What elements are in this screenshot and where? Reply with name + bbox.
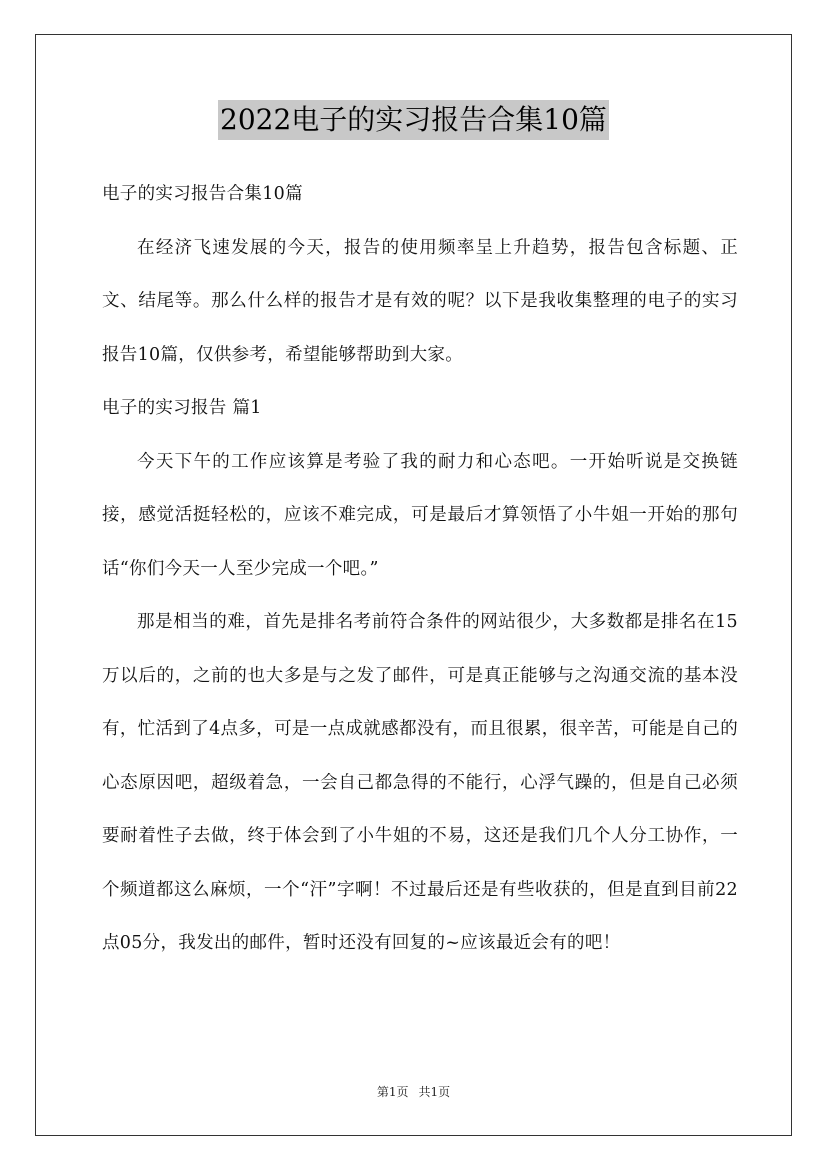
body-paragraph: 今天下午的工作应该算是考验了我的耐力和心态吧。一开始听说是交换链接，感觉活挺轻松的，应该不难完成，可是最后才算领悟了小牛姐一开始的那句话“你们今天一人至少完成一个吧。” xyxy=(102,451,738,579)
document-title: 2022电子的实习报告合集10篇 xyxy=(218,100,609,140)
section-heading: 电子的实习报告 篇1 xyxy=(102,398,262,418)
page-footer xyxy=(0,1083,827,1101)
document-body xyxy=(102,168,738,971)
page-total: 共1页 xyxy=(418,1085,451,1099)
body-paragraph: 那是相当的难，首先是排名考前符合条件的网站很少，大多数都是排名在15万以后的，之前的也大多是与之发了邮件，可是真正能够与之沟通交流的基本没有，忙活到了4点多，可是一点成就感都没有，而且很累，很辛苦，可能是自己的心态原因吧，超级着急，一会自己都急得的不能行，心浮气躁的，但是自己必须要耐着性子去做，终于体会到了小牛姐的不易，这还是我们几个人分工协作，一个频道都这么麻烦，一个“汗”字啊！不过最后还是有些收获的，但是直到目前22点05分，我发出的邮件，暂时还没有回复的~应该最近会有的吧！ xyxy=(102,612,738,953)
page-number: 第1页 xyxy=(376,1085,409,1099)
title-container xyxy=(0,100,827,140)
subtitle-paragraph: 电子的实习报告合集10篇 xyxy=(102,184,303,204)
intro-paragraph: 在经济飞速发展的今天，报告的使用频率呈上升趋势，报告包含标题、正文、结尾等。那么什么样的报告才是有效的呢？以下是我收集整理的电子的实习报告10篇，仅供参考，希望能够帮助到大家。 xyxy=(102,237,738,365)
